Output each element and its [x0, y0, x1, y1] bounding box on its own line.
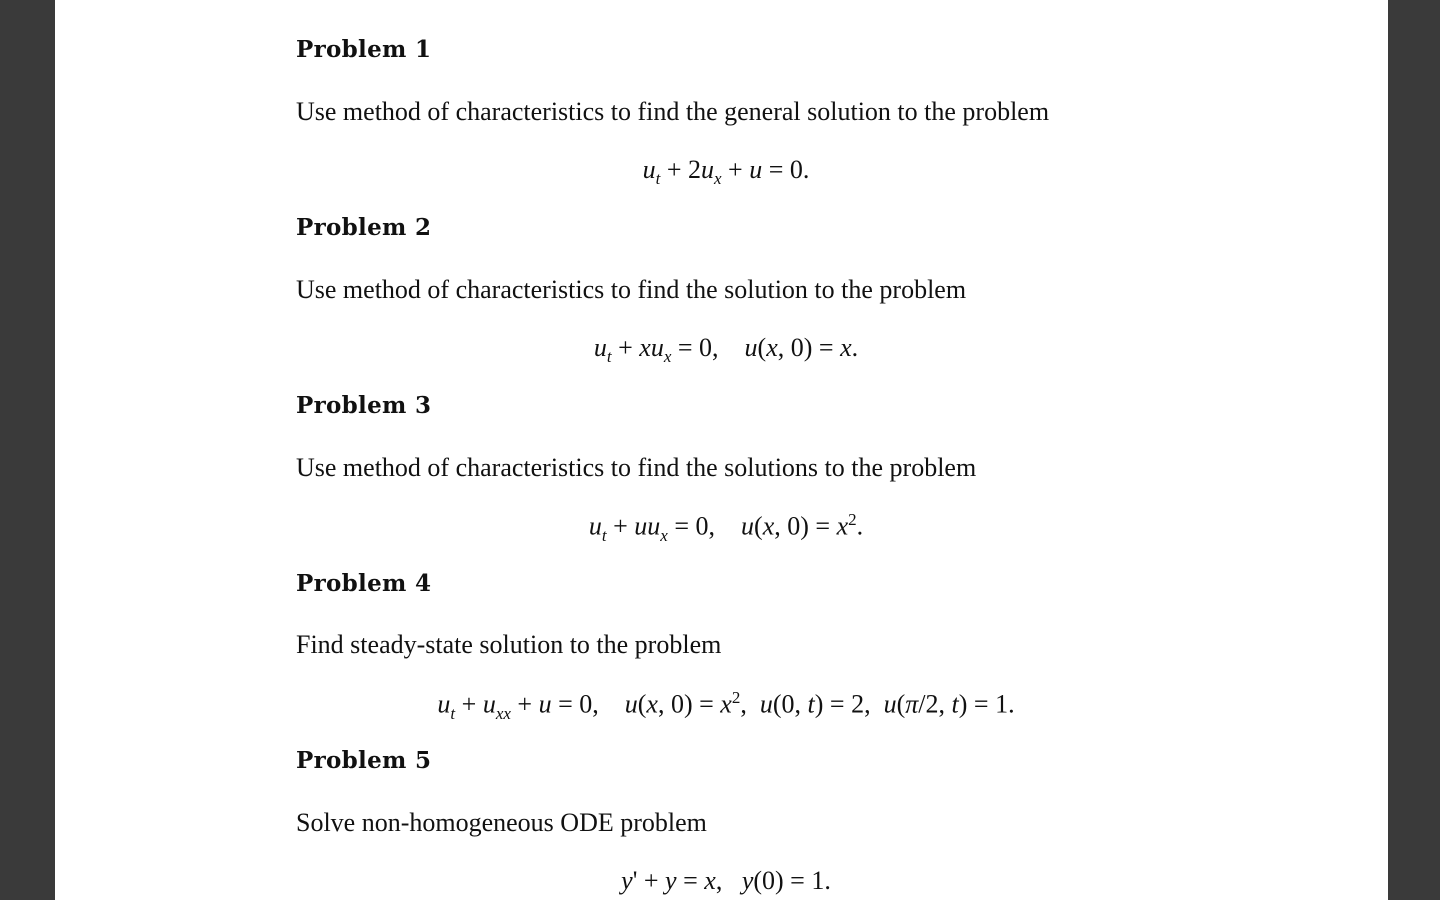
problem-3-statement: Use method of characteristics to find the solutions to the problem [296, 453, 977, 482]
problem-1-statement: Use method of characteristics to find the general solution to the problem [296, 97, 1050, 126]
problem-3-equation: $u_t + uu_x = 0$, u(x, $0) = x^2$. [588, 510, 864, 545]
problem-5-equation: y' + y = x, y(0) = 1. [621, 866, 831, 895]
problem-3-title: Problem 3 [296, 392, 432, 419]
problem-4-title: Problem 4 [296, 570, 432, 597]
problem-1-equation: $u_t + 2u_x + u = 0$. [642, 155, 810, 189]
problem-1-title: Problem 1 [296, 36, 432, 63]
problem-2-statement: Use method of characteristics to find the solution to the problem [296, 275, 967, 304]
problem-5-statement: Solve non-homogeneous ODE problem [296, 808, 707, 837]
problem-2-title: Problem 2 [296, 214, 432, 241]
problem-2-equation: $u_t + xu_x = 0$, u(x, 0) = x. [593, 333, 859, 367]
document-page [55, 0, 1388, 900]
problem-4-equation: $u_t + u_{xx} + u = 0$, u(x, $0) = x^2$, u(0, t) = 2, u(π/2, t) = 1. [437, 688, 1015, 723]
problem-5-title: Problem 5 [296, 747, 432, 774]
problem-4-statement: Find steady-state solution to the problem [296, 630, 722, 659]
